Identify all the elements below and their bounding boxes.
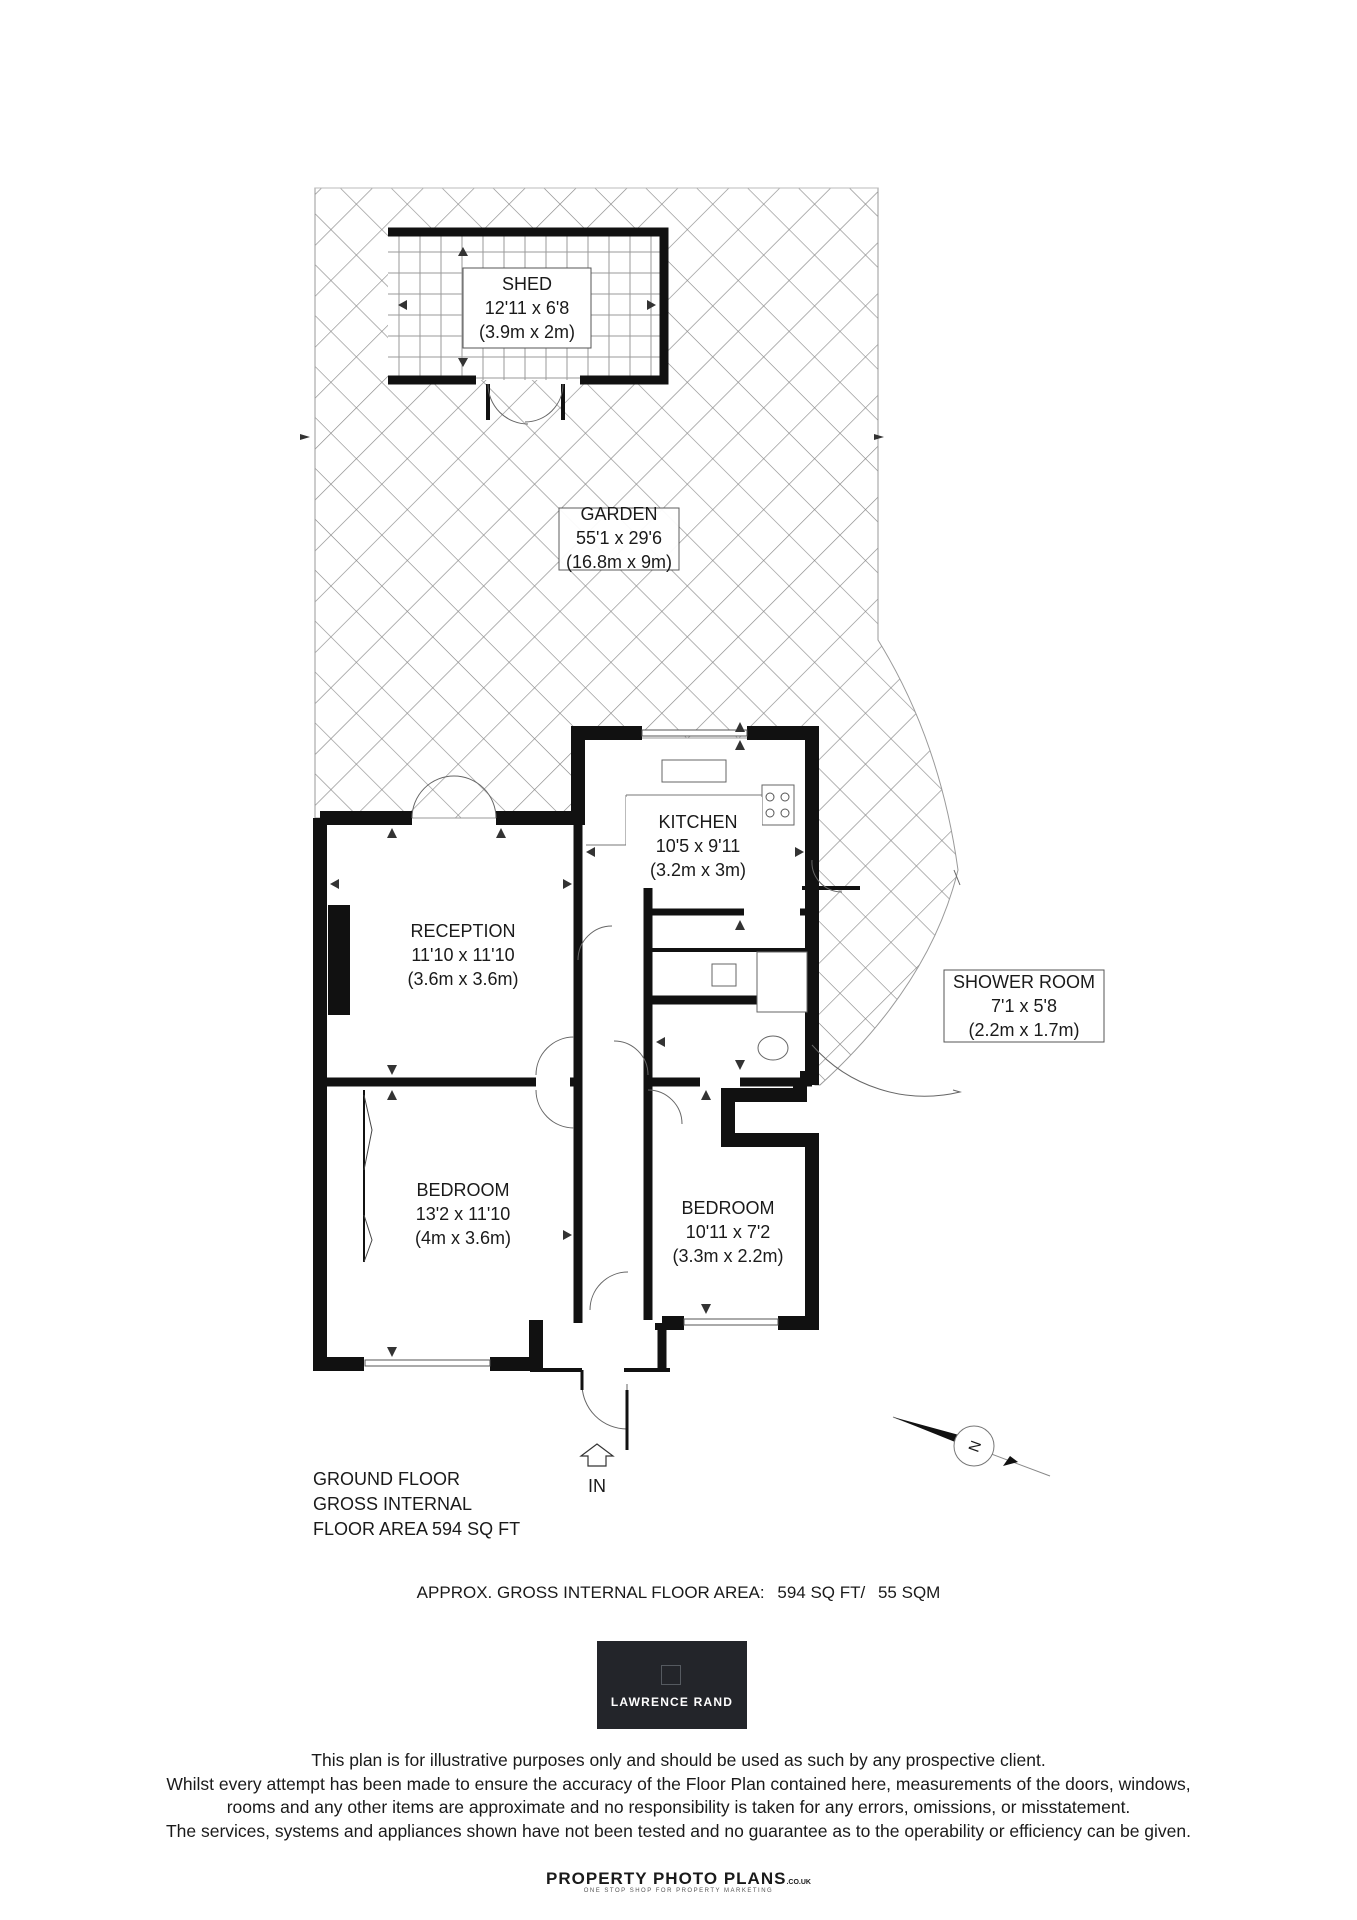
shed-imperial: 12'11 x 6'8 bbox=[484, 298, 570, 318]
compass-icon bbox=[893, 1417, 1050, 1476]
area-summary-sqft: 594 SQ FT/ bbox=[777, 1583, 866, 1602]
disclaimer bbox=[0, 1749, 1357, 1843]
bedroom-2-imperial: 10'11 x 7'2 bbox=[685, 1222, 771, 1242]
area-summary-sqm: 55 SQM bbox=[877, 1583, 941, 1602]
agent-logo bbox=[597, 1641, 747, 1729]
logo-mark-icon bbox=[661, 1665, 681, 1685]
garden-metric: (16.8m x 9m) bbox=[565, 552, 673, 572]
shed-name: SHED bbox=[501, 274, 553, 294]
brand-logo bbox=[0, 1869, 1357, 1894]
compass-letter: N bbox=[965, 1438, 986, 1455]
disclaimer-line-4: The services, systems and appliances shown have not been tested and no guarantee as to the operability or efficiency can be given. bbox=[165, 1820, 1192, 1841]
area-summary bbox=[0, 1583, 1357, 1603]
brand-suffix: .CO.UK bbox=[786, 1879, 811, 1886]
bedroom-1-metric: (4m x 3.6m) bbox=[414, 1228, 512, 1248]
bedroom-1-name: BEDROOM bbox=[416, 1180, 510, 1200]
shower-room-metric: (2.2m x 1.7m) bbox=[968, 1020, 1080, 1040]
garden-name: GARDEN bbox=[580, 504, 658, 524]
disclaimer-line-3: rooms and any other items are approximate and no responsibility is taken for any errors, omissions, or misstatement. bbox=[226, 1797, 1131, 1817]
reception-name: RECEPTION bbox=[410, 921, 516, 941]
reception-metric: (3.6m x 3.6m) bbox=[407, 969, 519, 989]
entrance-arrow-icon bbox=[581, 1444, 613, 1466]
entrance-label: IN bbox=[588, 1476, 606, 1496]
kitchen-name: KITCHEN bbox=[658, 812, 738, 832]
floor-area-label bbox=[313, 1467, 520, 1542]
bedroom-1-imperial: 13'2 x 11'10 bbox=[415, 1204, 511, 1224]
brand-name: PROPERTY PHOTO PLANS bbox=[546, 1869, 787, 1888]
garden-imperial: 55'1 x 29'6 bbox=[576, 528, 662, 548]
disclaimer-line-2: Whilst every attempt has been made to ensure the accuracy of the Floor Plan contained here, measurements of the doors, windows, bbox=[166, 1773, 1191, 1794]
bedroom-2-metric: (3.3m x 2.2m) bbox=[672, 1246, 784, 1266]
kitchen-metric: (3.2m x 3m) bbox=[649, 860, 747, 880]
shower-room-imperial: 7'1 x 5'8 bbox=[991, 996, 1057, 1016]
floor-label-line-1: GROUND FLOOR bbox=[313, 1469, 461, 1489]
shed-metric: (3.9m x 2m) bbox=[478, 322, 576, 342]
area-summary-label: APPROX. GROSS INTERNAL FLOOR AREA: bbox=[416, 1583, 765, 1602]
reception-imperial: 11'10 x 11'10 bbox=[411, 945, 515, 965]
floor-label-line-2: GROSS INTERNAL bbox=[313, 1494, 473, 1514]
floor-label-line-3: FLOOR AREA 594 SQ FT bbox=[313, 1519, 521, 1539]
shower-room-name: SHOWER ROOM bbox=[953, 972, 1095, 992]
agent-logo-text: LAWRENCE RAND bbox=[610, 1695, 734, 1709]
brand-tagline: ONE STOP SHOP FOR PROPERTY MARKETING bbox=[583, 1888, 774, 1894]
disclaimer-line-1: This plan is for illustrative purposes only and should be used as such by any prospective client. bbox=[311, 1750, 1046, 1770]
bedroom-2-name: BEDROOM bbox=[681, 1198, 775, 1218]
kitchen-imperial: 10'5 x 9'11 bbox=[655, 836, 741, 856]
